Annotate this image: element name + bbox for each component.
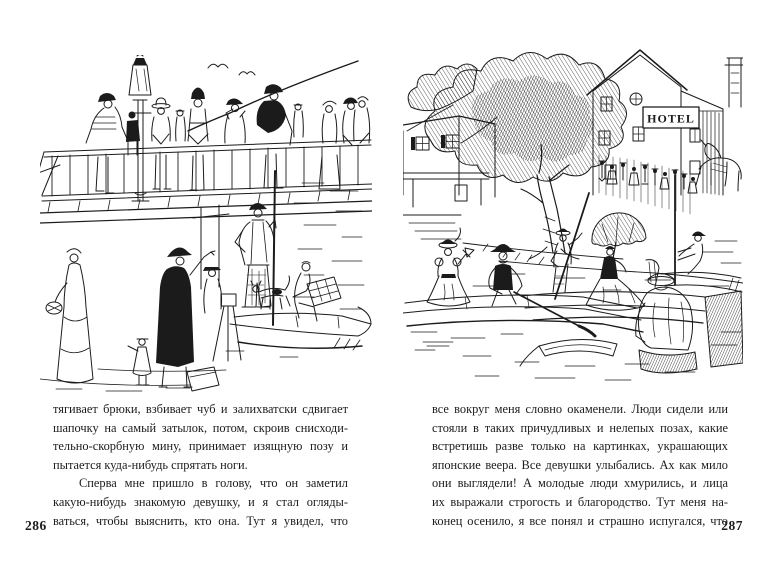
right-text-block [432, 400, 728, 530]
text-line: тельно-скорбную мину, принимает изящную позу и [53, 439, 348, 454]
parasol-lady [586, 213, 659, 310]
hotel-sign-text: HOTEL [647, 111, 695, 126]
woman-with-fan [427, 228, 474, 306]
text-line: ваться, чтобы выяснить, кто она. Тут я увидел, что [53, 513, 348, 528]
text-line: конец осенило, я все понял и страшно испугался, что [432, 513, 728, 528]
text-line: все вокруг меня словно окаменели. Люди сидели или [432, 402, 728, 416]
page-number-left: 286 [25, 518, 47, 533]
text-line: пытается куда-нибудь спрятать ноги. [53, 457, 248, 472]
text-line: тягивает брюки, взбивает чуб и залихватски сдвигает [53, 402, 348, 416]
text-line: стояли в таких причудливых и нелепых позах, какие [432, 420, 728, 435]
left-boat [403, 295, 643, 332]
text-line: они выглядели! А молодые люди хмурились, и лица [432, 476, 728, 491]
text-line: встретишь разве только на картинках, украшающих [432, 439, 728, 454]
text-line: Сперва мне пришло в голову, что он заметил [79, 476, 348, 491]
text-line: японские веера. Все девушки улыбались. Ах как мило [432, 457, 728, 472]
tree [407, 52, 627, 259]
shore-crowd [599, 155, 697, 214]
text-line: их выражали строгость и благородство. Тут меня на- [432, 494, 728, 509]
page-number-right: 287 [721, 518, 743, 533]
text-line: шапочку на самый затылок, потом, скроив снисходи- [53, 420, 348, 435]
text-line: какую-нибудь знакомую девушку, и я стал огляды- [53, 494, 348, 509]
right-illustration [403, 45, 743, 390]
